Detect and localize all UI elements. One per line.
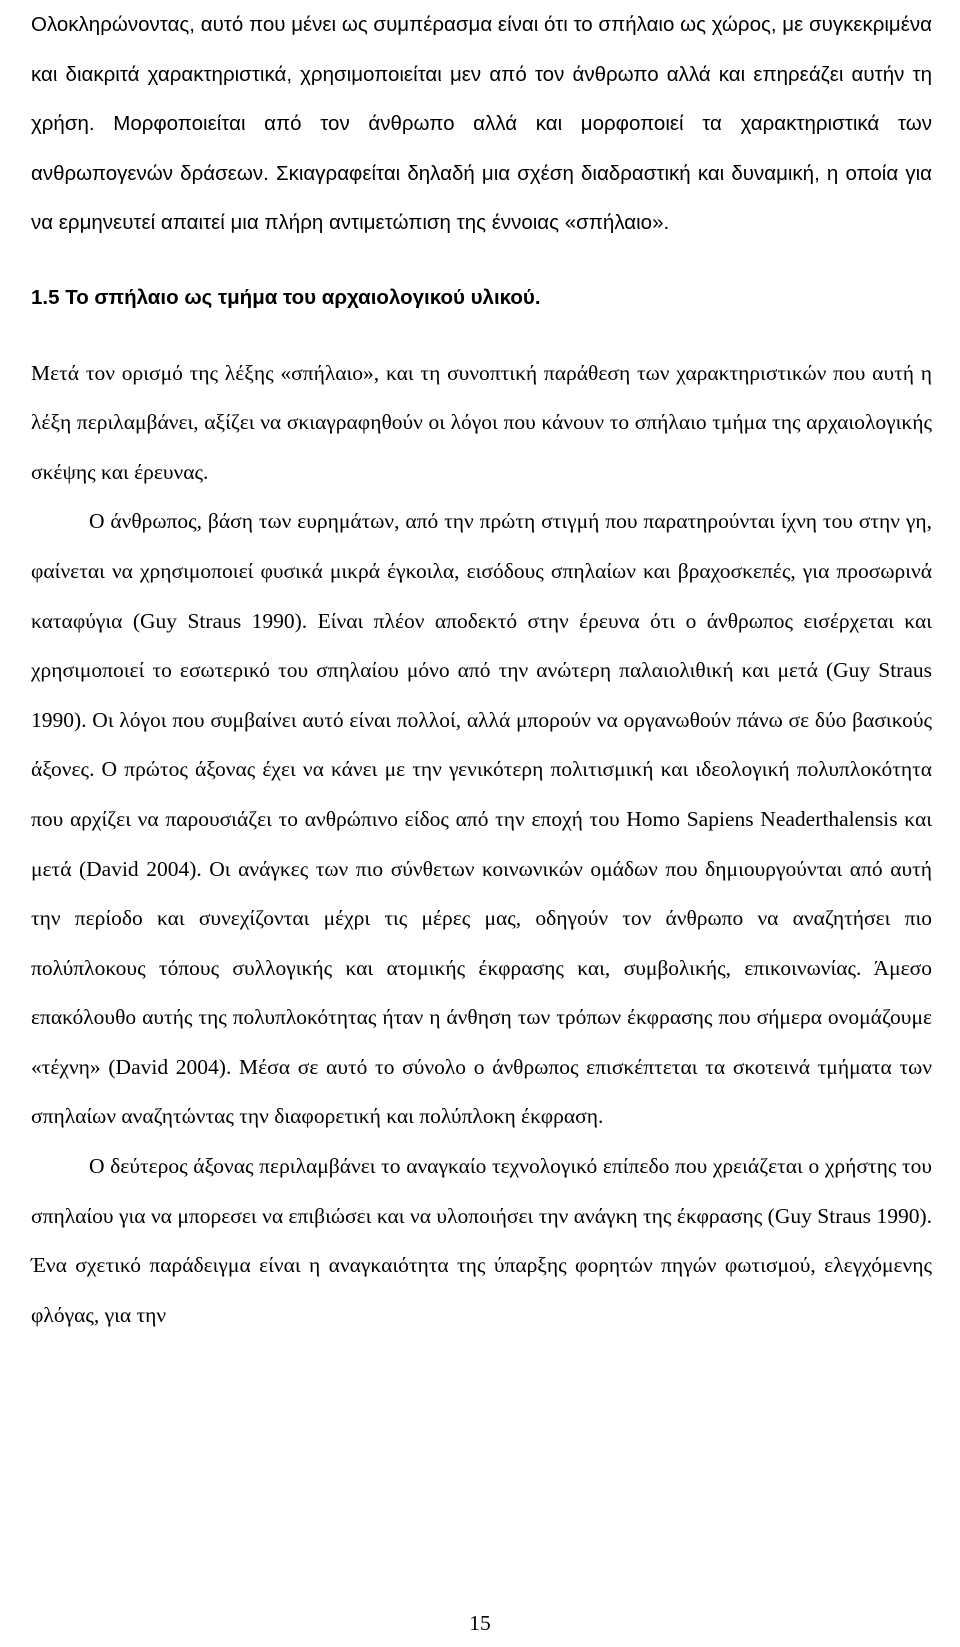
page-number: 15 bbox=[469, 1611, 491, 1635]
section-intro-paragraph: Μετά τον ορισμό της λέξης «σπήλαιο», και τη συνοπτική παράθεση των χαρακτηριστικών που αυτή η λέξη περιλαμβάνει, αξίζει να σκιαγραφηθούν οι λόγοι που κάνουν το σπήλαιο τμήμα της αρχαιολογικής σκέψης και έρευνας. bbox=[31, 360, 932, 484]
second-axis-paragraph: Ο δεύτερος άξονας περιλαμβάνει το αναγκαίο τεχνολογικό επίπεδο που χρειάζεται ο χρήστης του σπηλαίου για να μπορεσει να επιβιώσει και να υλοποιήσει την ανάγκη της έκφρασης (Guy Straus 1990). Ένα σχετικό παράδειγμα είναι η αναγκαιότητα της ύπαρξης φορητών πηγών φωτισμού, ελεγχόμενης φλόγας, για την bbox=[31, 1154, 932, 1327]
intro-paragraph: Ολοκληρώνοντας, αυτό που μένει ως συμπέρασμα είναι ότι το σπήλαιο ως χώρος, με συγκεκριμένα και διακριτά χαρακτηριστικά, χρησιμοποιείται μεν από τον άνθρωπο αλλά και επηρεάζει αυτήν τη χρήση. Μορφοποιείται από τον άνθρωπο αλλά και μορφοποιεί τα χαρακτηριστικά των ανθρωπογενών δράσεων. Σκιαγραφείται δηλαδή μια σχέση διαδραστική και δυναμική, η οποία για να ερμηνευτεί απαιτεί μια πλήρη αντιμετώπιση της έννοιας «σπήλαιο». bbox=[31, 13, 932, 235]
section-heading: 1.5 Το σπήλαιο ως τμήμα του αρχαιολογικού υλικού. bbox=[31, 285, 541, 309]
humans-caves-paragraph: Ο άνθρωπος, βάση των ευρημάτων, από την πρώτη στιγμή που παρατηρούνται ίχνη του στην γη, φαίνεται να χρησιμοποιεί φυσικά μικρά έγκοιλα, εισόδους σπηλαίων και βραχοσκεπές, για προσωρινά καταφύγια (Guy Straus 1990). Είναι πλέον αποδεκτό στην έρευνα ότι ο άνθρωπος εισέρχεται και χρησιμοποιεί το εσωτερικό του σπηλαίου μόνο από την ανώτερη παλαιολιθική και μετά (Guy Straus 1990). Οι λόγοι που συμβαίνει αυτό είναι πολλοί, αλλά μπορούν να οργανωθούν πάνω σε δύο βασικούς άξονες. Ο πρώτος άξονας έχει να κάνει με την γενικότερη πολιτισμική και ιδεολογική πολυπλοκότητα που αρχίζει να παρουσιάζει το ανθρώπινο είδος από την εποχή του Homo Sapiens Neaderthalensis και μετά (David 2004). Οι ανάγκες των πιο σύνθετων κοινωνικών ομάδων που δημιουργούνται από αυτή την περίοδο και συνεχίζονται μέχρι τις μέρες μας, οδηγούν τον άνθρωπο να αναζητήσει πιο πολύπλοκους τόπους συλλογικής και ατομικής έκφρασης και, συμβολικής, επικοινωνίας. Άμεσο επακόλουθο αυτής της πολυπλοκότητας ήταν η άνθηση των τρόπων έκφρασης που σήμερα ονομάζουμε «τέχνη» (David 2004). Μέσα σε αυτό το σύνολο ο άνθρωπος επισκέπτεται τα σκοτεινά τμήματα των σπηλαίων αναζητώντας την διαφορετική και πολύπλοκη έκφραση. bbox=[31, 509, 932, 1129]
document-page bbox=[31, 0, 932, 1340]
